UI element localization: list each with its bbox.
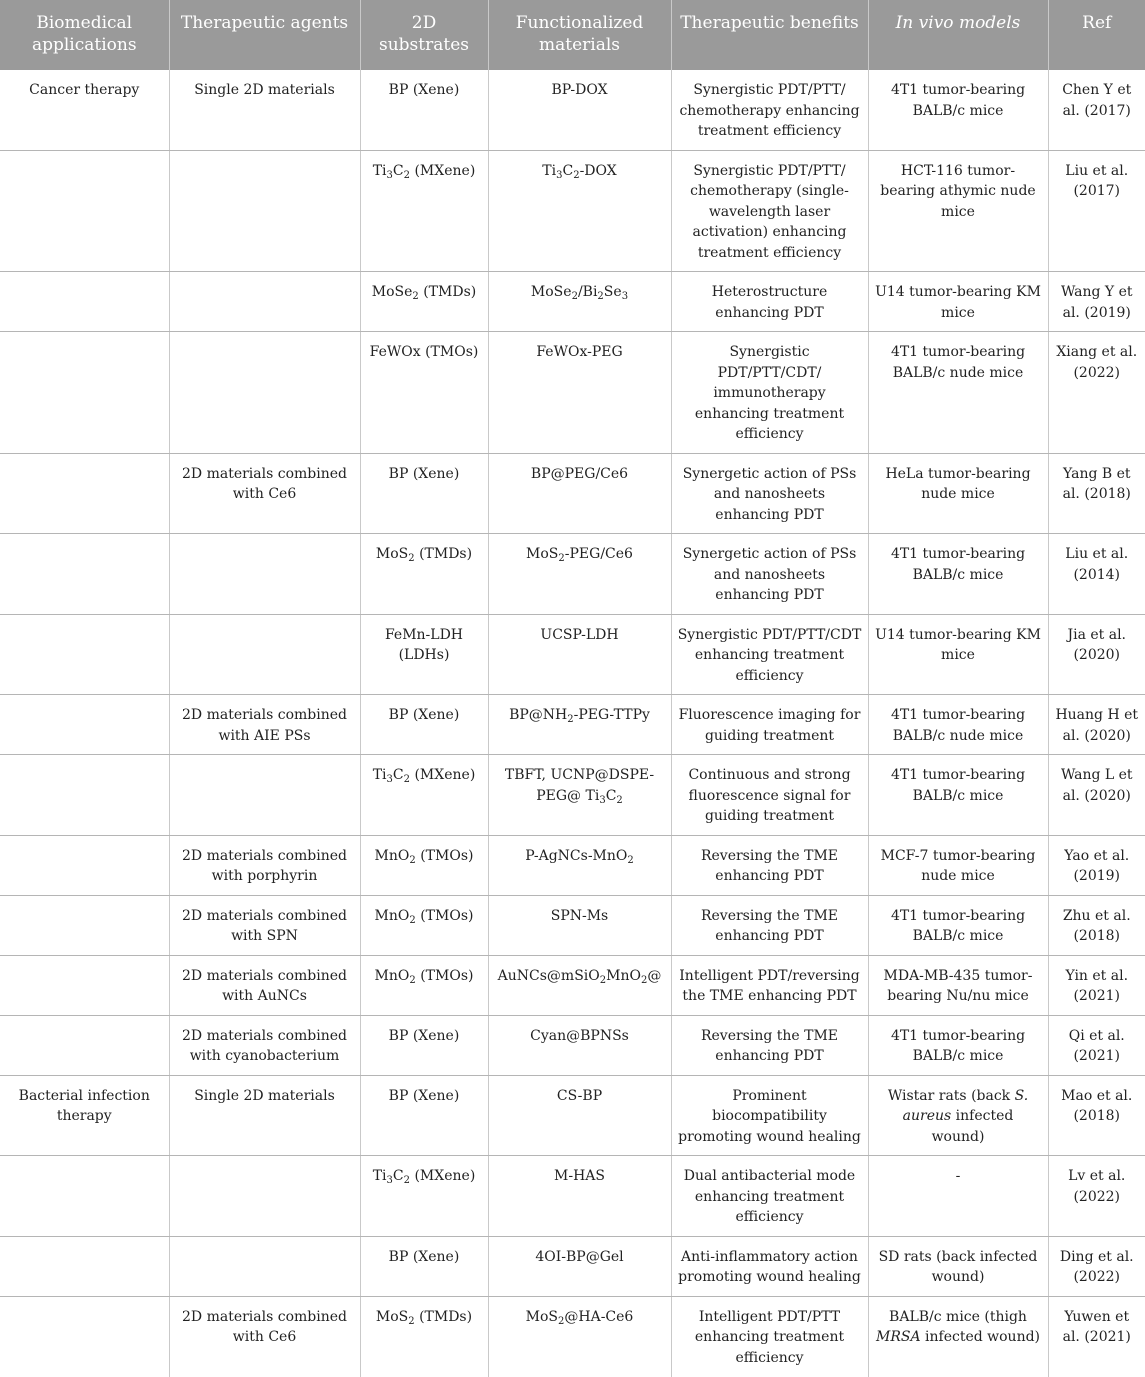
ref-cell: Zhu et al. (2018) [1048,895,1145,955]
material-cell: BP@PEG/Ce6 [488,453,671,534]
substrate-cell: $Ti_3C_2$ (MXene) [360,150,488,272]
benefit-cell: Synergistic PDT/PTT/ chemotherapy (single-wavelength laser activation) enhancing treatment efficiency [671,150,868,272]
header-cell: Therapeutic agents [169,0,360,70]
application-cell [0,695,169,755]
benefit-cell: Synergistic PDT/PTT/ chemotherapy enhancing treatment efficiency [671,70,868,150]
ref-cell: Liu et al. (2014) [1048,534,1145,615]
application-cell [0,332,169,454]
material-cell: P-AgNCs-MnO$_2$ [488,835,671,895]
ref-cell: Wang Y et al. (2019) [1048,272,1145,332]
model-cell: MCF-7 tumor-bearing nude mice [868,835,1048,895]
ref-cell: Mao et al. (2018) [1048,1075,1145,1156]
agent-cell: 2D materials combined with Ce6 [169,1296,360,1377]
agent-cell: 2D materials combined with cyanobacterium [169,1015,360,1075]
substrate-cell: MnO$_2$ (TMOs) [360,955,488,1015]
material-cell: $Ti_3C_2$-DOX [488,150,671,272]
model-cell: SD rats (back infected wound) [868,1236,1048,1296]
header-cell: 2D substrates [360,0,488,70]
agent-cell: 2D materials combined with Ce6 [169,453,360,534]
ref-cell: Yang B et al. (2018) [1048,453,1145,534]
application-cell: Bacterial infection therapy [0,1075,169,1156]
agent-cell [169,332,360,454]
material-cell: TBFT, UCNP@DSPE-PEG@ $Ti_3C_2$ [488,755,671,836]
substrate-cell: MoS$_2$ (TMDs) [360,534,488,615]
agent-cell [169,272,360,332]
substrate-cell: BP (Xene) [360,695,488,755]
table-row [0,614,1145,695]
application-cell [0,835,169,895]
material-cell: SPN-Ms [488,895,671,955]
model-cell: 4T1 tumor-bearing BALB/c nude mice [868,695,1048,755]
application-cell [0,1296,169,1377]
header-cell: Biomedical applications [0,0,169,70]
substrate-cell: BP (Xene) [360,1236,488,1296]
model-cell: MDA-MB-435 tumor-bearing Nu/nu mice [868,955,1048,1015]
table-row [0,332,1145,454]
application-cell [0,955,169,1015]
agent-cell [169,534,360,615]
substrate-cell: BP (Xene) [360,1075,488,1156]
application-cell [0,1015,169,1075]
table-row [0,1156,1145,1237]
table-row [0,695,1145,755]
benefit-cell: Synergistic PDT/PTT/CDT enhancing treatment efficiency [671,614,868,695]
ref-cell: Wang L et al. (2020) [1048,755,1145,836]
table-row [0,895,1145,955]
ref-cell: Yuwen et al. (2021) [1062,1308,1131,1345]
table-row [0,955,1145,1015]
benefit-cell: Reversing the TME enhancing PDT [671,835,868,895]
substrate-cell: MnO$_2$ (TMOs) [360,835,488,895]
application-cell [0,534,169,615]
substrate-cell: MoSe$_2$ (TMDs) [360,272,488,332]
table-row [0,835,1145,895]
substrate-cell: BP (Xene) [360,1015,488,1075]
header-cell: Ref [1048,0,1145,70]
ref-cell: Yin et al. (2021) [1048,955,1145,1015]
table-row [0,453,1145,534]
application-cell [0,453,169,534]
table-row [0,70,1145,150]
substrate-cell: MnO$_2$ (TMOs) [360,895,488,955]
table-row [0,755,1145,836]
application-cell [0,1236,169,1296]
model-cell: 4T1 tumor-bearing BALB/c mice [868,1015,1048,1075]
material-cell: UCSP-LDH [488,614,671,695]
table-row [0,534,1145,615]
agent-cell: 2D materials combined with porphyrin [169,835,360,895]
ref-cell: Yao et al. (2019) [1048,835,1145,895]
benefit-cell: Synergistic PDT/PTT/CDT/ immunotherapy enhancing treatment efficiency [671,332,868,454]
header-cell: In vivo models [868,0,1048,70]
table-header [0,0,1145,70]
benefit-cell: Continuous and strong fluorescence signal for guiding treatment [671,755,868,836]
header-cell: Functionalized materials [488,0,671,70]
material-cell: CS-BP [488,1075,671,1156]
material-cell: $MoSe_2/Bi_2Se_3$ [488,272,671,332]
table-row [0,1075,1145,1156]
model-cell: U14 tumor-bearing KM mice [868,272,1048,332]
table-row [0,272,1145,332]
agent-cell [169,1156,360,1237]
benefit-cell: Synergetic action of PSs and nanosheets enhancing PDT [671,534,868,615]
ref-cell: Chen Y et al. (2017) [1048,70,1145,150]
ref-cell: Jia et al. (2020) [1048,614,1145,695]
header-cell: Therapeutic benefits [671,0,868,70]
benefit-cell: Synergetic action of PSs and nanosheets enhancing PDT [671,453,868,534]
agent-cell: Single 2D materials [169,1075,360,1156]
agent-cell [169,150,360,272]
material-cell: Cyan@BPNSs [488,1015,671,1075]
material-cell: FeWOx-PEG [488,332,671,454]
substrate-cell: BP (Xene) [360,453,488,534]
table-body [0,70,1145,1377]
header-row [0,0,1145,70]
model-cell: BALB/c mice (thigh MRSA infected wound) [868,1296,1048,1377]
benefit-cell: Anti-inflammatory action promoting wound healing [671,1236,868,1296]
material-cell: $BP@NH_2-PEG$-TTPy [488,695,671,755]
application-cell [0,614,169,695]
agent-cell: 2D materials combined with AuNCs [169,955,360,1015]
benefit-cell: Prominent biocompatibility promoting wound healing [671,1075,868,1156]
substrate-cell: MoS$_2$ (TMDs) [360,1296,488,1377]
benefit-cell: Fluorescence imaging for guiding treatment [671,695,868,755]
model-cell: 4T1 tumor-bearing BALB/c mice [868,70,1048,150]
ref-cell: Ding et al. (2022) [1048,1236,1145,1296]
table-row [0,1296,1145,1377]
model-cell: - [868,1156,1048,1237]
substrate-cell: $Ti_3C_2$ (MXene) [360,755,488,836]
table-row [0,1236,1145,1296]
material-cell: 4OI-BP@Gel [488,1236,671,1296]
material-cell: MoS$_2$@HA-Ce6 [488,1296,671,1377]
application-cell [0,755,169,836]
table-row [0,150,1145,272]
ref-cell: Qi et al. (2021) [1048,1015,1145,1075]
material-cell: BP-DOX [488,70,671,150]
application-cell [0,1156,169,1237]
material-cell: AuNCs@mSiO$_2$MnO$_2$@ [488,955,671,1015]
model-cell: 4T1 tumor-bearing BALB/c mice [868,534,1048,615]
model-cell: U14 tumor-bearing KM mice [868,614,1048,695]
benefit-cell: Heterostructure enhancing PDT [671,272,868,332]
benefit-cell: Reversing the TME enhancing PDT [671,1015,868,1075]
model-cell: 4T1 tumor-bearing BALB/c mice [868,755,1048,836]
substrate-cell: FeMn-LDH (LDHs) [360,614,488,695]
model-cell: HCT-116 tumor-bearing athymic nude mice [868,150,1048,272]
application-cell [0,272,169,332]
benefit-cell: Intelligent PDT/PTT enhancing treatment efficiency [671,1296,868,1377]
application-cell: Cancer therapy [0,70,169,150]
model-cell: HeLa tumor-bearing nude mice [868,453,1048,534]
material-cell: MoS$_2$-PEG/Ce6 [488,534,671,615]
application-cell [0,895,169,955]
table-row [0,1015,1145,1075]
substrate-cell: FeWOx (TMOs) [360,332,488,454]
agent-cell: 2D materials combined with AIE PSs [169,695,360,755]
benefit-cell: Dual antibacterial mode enhancing treatment efficiency [671,1156,868,1237]
model-cell: 4T1 tumor-bearing BALB/c mice [868,895,1048,955]
ref-cell: Huang H et al. (2020) [1048,695,1145,755]
model-cell: 4T1 tumor-bearing BALB/c nude mice [868,332,1048,454]
agent-cell [169,614,360,695]
agent-cell [169,755,360,836]
application-cell [0,150,169,272]
model-cell: Wistar rats (back S. aureus infected wound) [868,1075,1048,1156]
ref-cell: Xiang et al. (2022) [1048,332,1145,454]
benefit-cell: Reversing the TME enhancing PDT [671,895,868,955]
substrate-cell: $Ti_3C_2$ (MXene) [360,1156,488,1237]
material-cell: M-HAS [488,1156,671,1237]
agent-cell: 2D materials combined with SPN [169,895,360,955]
ref-cell: Liu et al. (2017) [1048,150,1145,272]
agent-cell [169,1236,360,1296]
agent-cell: Single 2D materials [169,70,360,150]
substrate-cell: BP (Xene) [360,70,488,150]
ref-cell: Lv et al. (2022) [1048,1156,1145,1237]
benefit-cell: Intelligent PDT/reversing the TME enhancing PDT [671,955,868,1015]
